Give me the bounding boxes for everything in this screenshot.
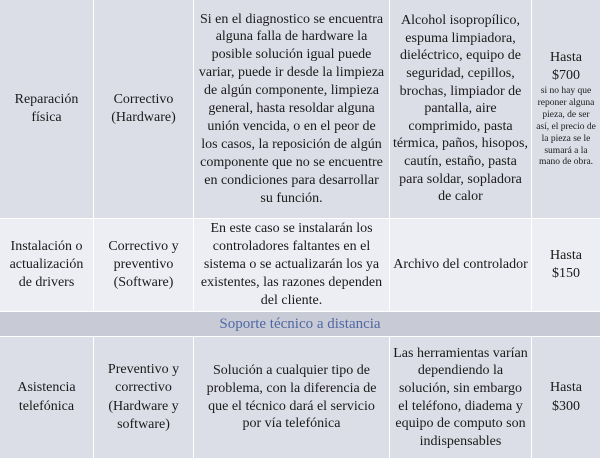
service-type-cell: Correctivo (Hardware)	[94, 0, 194, 218]
service-description-cell: En este caso se instalarán los controladores faltantes en el sistema o se actualizarán los ya existentes, las razones dependen del cliente.	[194, 219, 390, 311]
service-type-cell: Correctivo y preventivo (Software)	[94, 219, 194, 311]
table-row-driver-install	[0, 219, 600, 311]
table-row-phone-assistance	[0, 337, 600, 458]
service-price-cell	[532, 0, 600, 218]
service-type-cell: Preventivo y correctivo (Hardware y software)	[94, 337, 194, 458]
service-tools-cell: Las herramientas varían dependiendo la solución, sin embargo el teléfono, diadema y equipo de computo son indispensables	[390, 337, 532, 458]
service-price-cell: Hasta $300	[550, 380, 582, 414]
service-description-cell: Si en el diagnostico se encuentra alguna falla de hardware la posible solución igual puede variar, puede ir desde la limpieza de algún componente, limpieza general, hasta resoldar alguna unión vencida, o en el peor de los casos, la reposición de algún componente que no se encuentre en condiciones para desarrollar su función.	[194, 0, 390, 218]
price-value: Hasta $700	[550, 49, 582, 83]
price-note: si no hay que reponer alguna pieza, de ser así, el precio de la pieza se le sumará a la mano de obra.	[536, 86, 596, 168]
service-price-cell: Hasta $150	[550, 247, 582, 281]
service-name-cell: Reparación física	[0, 0, 94, 218]
service-description-cell: Solución a cualquier tipo de problema, con la diferencia de que el técnico dará el servicio por vía telefónica	[194, 337, 390, 458]
service-name-cell: Instalación o actualización de drivers	[0, 219, 94, 311]
service-tools-cell: Alcohol isopropílico, espuma limpiadora, dieléctrico, equipo de seguridad, cepillos, brochas, limpiador de pantalla, aire comprimido, pasta térmica, paños, hisopos, cautín, estaño, pasta para soldar, sopladora de calor	[390, 0, 532, 218]
table-row-physical-repair	[0, 0, 600, 218]
section-header-remote-support: Soporte técnico a distancia	[0, 312, 600, 336]
service-name-cell: Asistencia telefónica	[0, 337, 94, 458]
service-tools-cell: Archivo del controlador	[390, 219, 532, 311]
